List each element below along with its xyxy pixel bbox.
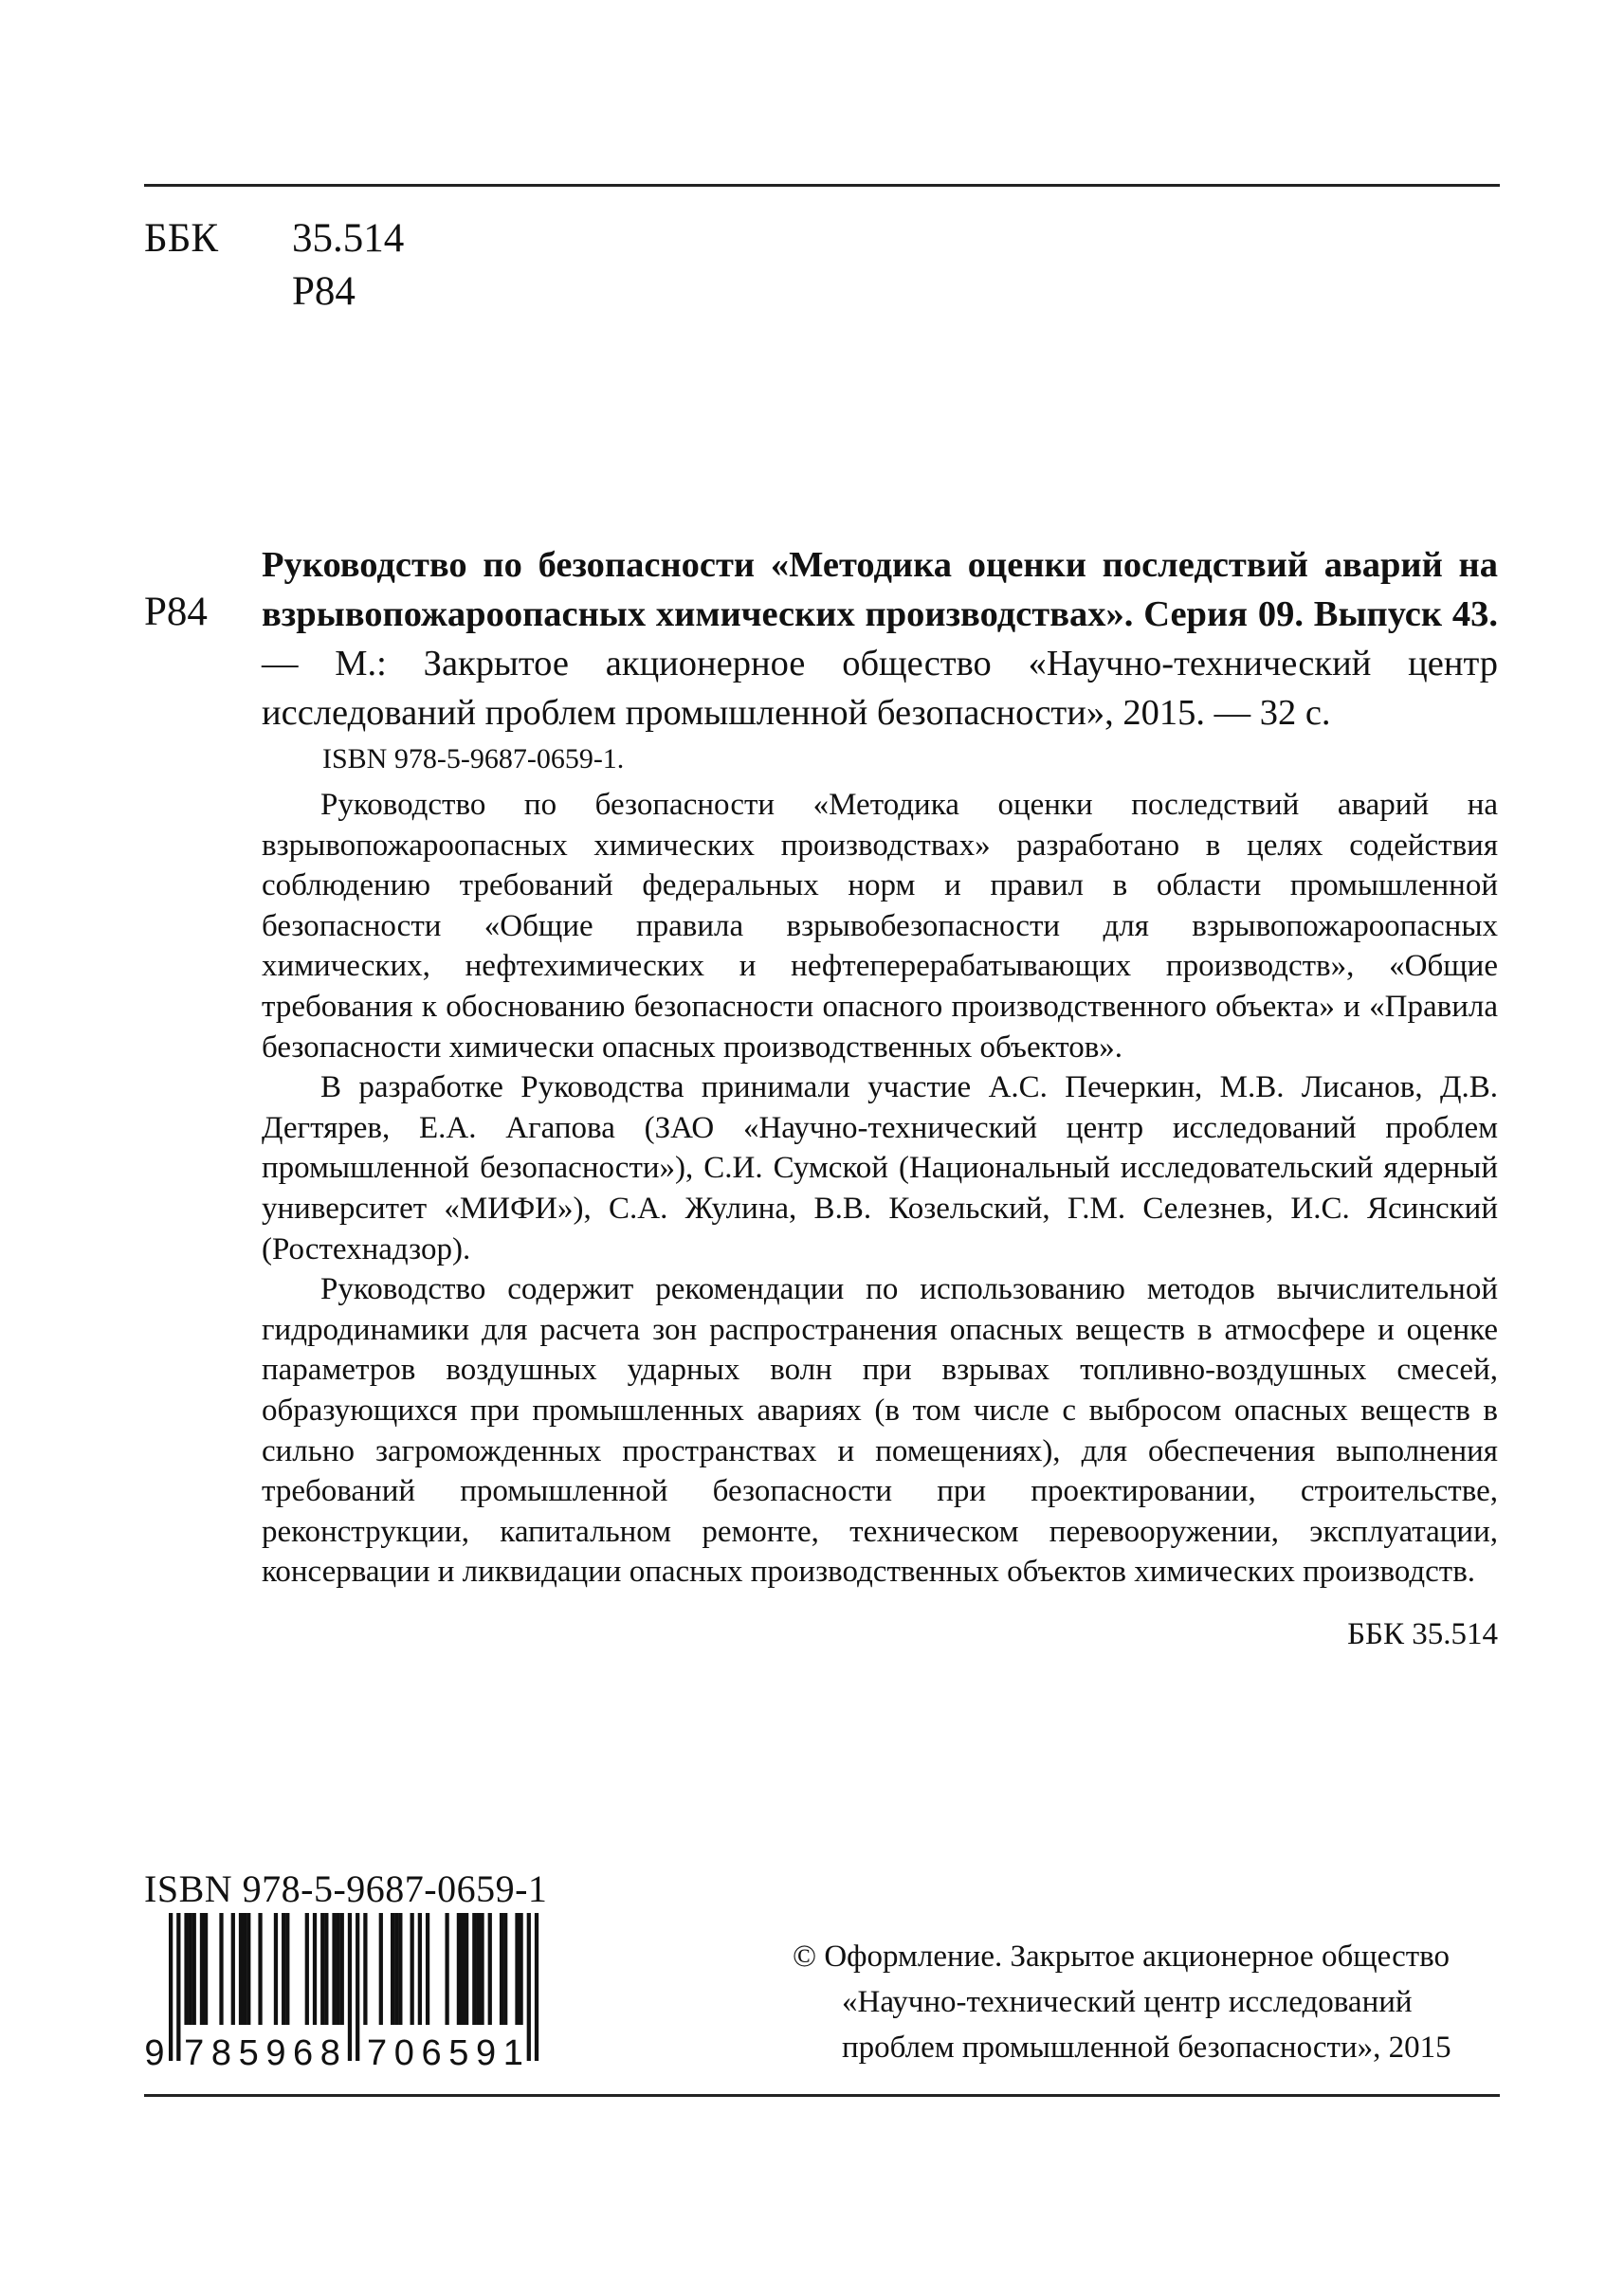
barcode-bar [445,1913,448,2025]
bottom-divider [144,2094,1500,2097]
barcode-bar [472,1913,476,2025]
barcode-bar [285,1913,289,2025]
barcode-bar [324,1913,328,2025]
top-divider [144,184,1500,187]
abstract-paragraph-purpose: Руководство по безопасности «Методика оценки последствий аварий на взрывопожароопасных химических производствах» разработано в целях содействия соблюдению требований федеральных норм и правил в области промышленной безопасности «Общие правила взрывобезопасности для взрывопожароопасных химических, нефтехимических и нефтеперерабатывающих производств», «Общие требования к обоснованию безопасности опасного производственного объекта» и «Правила безопасности химически опасных производственных объектов». [262,788,1498,1065]
bbk-label: ББК [144,216,219,261]
barcode-bar [391,1913,394,2025]
barcode-bar [258,1913,262,2025]
barcode-bar [348,1913,352,2061]
barcode-digit: 5 [238,2033,259,2072]
barcode-graphic [144,1913,542,2072]
author-mark-header: Р84 [292,269,356,314]
barcode-digit: 1 [502,2033,523,2072]
barcode-bar [503,1913,507,2025]
barcode-bar [398,1913,402,2025]
barcode-digit: 7 [367,2033,388,2072]
barcode-bar [363,1913,367,2025]
barcode-digit: 9 [144,2033,165,2072]
barcode-bar [461,1913,465,2025]
barcode-bar [457,1913,461,2025]
barcode-bar [219,1913,223,2025]
barcode-bar [184,1913,188,2025]
barcode-bar [282,1913,285,2025]
barcode-bar [176,1913,180,2061]
barcode-bar [231,1913,235,2025]
barcode-digit: 6 [293,2033,314,2072]
barcode-bar [189,1913,192,2025]
abstract-paragraph-content: Руководство содержит рекомендации по использованию методов вычислительной гидродинамики для расчета зон распространения опасных веществ в атмосфере и оценке параметров воздушных ударных волн при взрывах топливно-воздушных смесей, образующихся при промышленных авариях (в том числе с выбросом опасных веществ в сильно загроможденных пространствах и помещениях), для обеспечения выполнения требований промышленной безопасности при проектировании, строительстве, реконструкции, капитальном ремонте, техническом перевооружении, эксплуатации, консервации и ликвидации опасных производственных объектов химических производств. [262,1272,1498,1590]
barcode-digit: 6 [421,2033,442,2072]
barcode-digit: 7 [184,2033,205,2072]
abstract [262,785,1498,1593]
barcode-bar [418,1913,422,2025]
barcode-digit: 0 [393,2033,414,2072]
barcode-bar [476,1913,480,2025]
barcode-bar [274,1913,278,2025]
barcode-digit: 9 [265,2033,286,2072]
barcode-digit: 9 [476,2033,497,2072]
book-title: Руководство по безопасности «Методика оценки последствий аварий на взрывопожароопасных химических производствах». Серия 09. Выпуск 43. [262,545,1498,634]
barcode-bar [243,1913,246,2025]
barcode-bar [320,1913,324,2025]
imprint: — М.: Закрытое акционерное общество «Научно-технический центр исследований проблем промышленной безопасности», 2015. — 32 с. [262,644,1498,733]
barcode-bar [519,1913,522,2025]
author-mark-side: Р84 [144,590,208,634]
abstract-paragraph-authors: В разработке Руководства принимали участие А.С. Печеркин, М.В. Лисанов, Д.В. Дегтярев, Е.А. Агапова (ЗАО «Научно-технический центр исследований проблем промышленной безопасности»), С.И. Сумской (Национальный исследовательский ядерный университет «МИФИ»), С.А. Жулина, В.В. Козельский, Г.М. Селезнев, И.С. Ясинский (Ростехнадзор). [262,1070,1498,1266]
barcode-bar [500,1913,503,2025]
barcode-digit: 5 [448,2033,469,2072]
barcode-bar [535,1913,538,2061]
barcode-bar [332,1913,336,2025]
barcode-bar [239,1913,243,2025]
barcode-bar [379,1913,383,2025]
barcode-bar [465,1913,468,2025]
copyright-line-3: проблем промышленной безопасности», 2015 [842,2031,1451,2065]
copyright-line-1: © Оформление. Закрытое акционерное общество [793,1940,1451,1974]
barcode-bar [394,1913,398,2025]
bibliographic-record [262,540,1498,738]
barcode-bar [313,1913,317,2025]
barcode-isbn: ISBN 978-5-9687-0659-1 [144,1867,548,1910]
barcode-bar [337,1913,340,2025]
barcode-bar [515,1913,519,2025]
bbk-footer: ББК 35.514 [1347,1617,1498,1651]
barcode-digit: 8 [210,2033,231,2072]
barcode-bar [192,1913,196,2025]
isbn-line: ISBN 978-5-9687-0659-1. [322,743,625,774]
barcode-bar [426,1913,429,2025]
barcode-bar [169,1913,173,2061]
barcode [144,1913,542,2072]
bbk-code: 35.514 [292,216,405,261]
barcode-bar [527,1913,531,2061]
copyright-line-2: «Научно-технический центр исследований [842,1985,1413,2019]
barcode-bar [356,1913,359,2061]
barcode-bar [246,1913,250,2025]
barcode-bar [411,1913,414,2025]
barcode-bar [340,1913,344,2025]
barcode-bar [488,1913,492,2025]
barcode-bar [480,1913,484,2025]
barcode-digit: 8 [319,2033,340,2072]
barcode-bar [200,1913,204,2025]
barcode-bar [204,1913,208,2025]
copyright-block [793,1934,1502,2070]
barcode-bar [305,1913,309,2025]
